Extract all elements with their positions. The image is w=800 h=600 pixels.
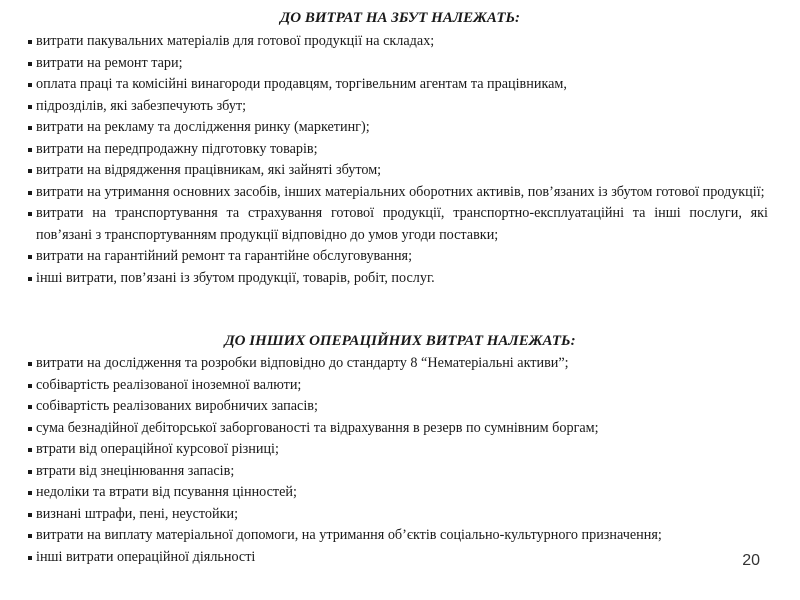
- list-item: інші витрати операційної діяльності: [28, 547, 768, 569]
- page-number: 20: [742, 552, 760, 569]
- list-item: витрати на передпродажну підготовку товарів;: [28, 139, 768, 161]
- section1-list: [28, 31, 768, 289]
- list-item: витрати на рекламу та дослідження ринку (маркетинг);: [28, 117, 768, 139]
- list-item: собівартість реалізованої іноземної валюти;: [28, 375, 768, 397]
- list-item: витрати на гарантійний ремонт та гарантійне обслуговування;: [28, 246, 768, 268]
- list-item: собівартість реалізованих виробничих запасів;: [28, 396, 768, 418]
- list-item: витрати на ремонт тари;: [28, 53, 768, 75]
- list-item: витрати на утримання основних засобів, інших матеріальних оборотних активів, пов’язаних із збутом готової продукції;: [28, 182, 768, 204]
- list-item: витрати на дослідження та розробки відповідно до стандарту 8 “Нематеріальні активи”;: [28, 353, 768, 375]
- section1-title: ДО ВИТРАТ НА ЗБУТ НАЛЕЖАТЬ:: [279, 10, 521, 26]
- list-item: сума безнадійної дебіторської заборгованості та відрахування в резерв по сумнівним боргам;: [28, 418, 768, 440]
- section2-list: [28, 353, 768, 568]
- list-item: витрати пакувальних матеріалів для готової продукції на складах;: [28, 31, 768, 53]
- list-item: недоліки та втрати від псування цінностей;: [28, 482, 768, 504]
- list-item: витрати на транспортування та страхування готової продукції, транспортно-експлуатаційні та інші послуги, які пов’язані з транспортуванням продукції відповідно до умов угоди поставки;: [28, 203, 768, 246]
- section2-title: ДО ІНШИХ ОПЕРАЦІЙНИХ ВИТРАТ НАЛЕЖАТЬ:: [224, 333, 576, 349]
- list-item: витрати на виплату матеріальної допомоги, на утримання об’єктів соціально-культурного призначення;: [28, 525, 768, 547]
- list-item: оплата праці та комісійні винагороди продавцям, торгівельним агентам та працівникам,: [28, 74, 768, 96]
- list-item: втрати від операційної курсової різниці;: [28, 439, 768, 461]
- list-item: підрозділів, які забезпечують збут;: [28, 96, 768, 118]
- list-item: втрати від знецінювання запасів;: [28, 461, 768, 483]
- list-item: визнані штрафи, пені, неустойки;: [28, 504, 768, 526]
- list-item: витрати на відрядження працівникам, які зайняті збутом;: [28, 160, 768, 182]
- list-item: інші витрати, пов’язані із збутом продукції, товарів, робіт, послуг.: [28, 268, 768, 290]
